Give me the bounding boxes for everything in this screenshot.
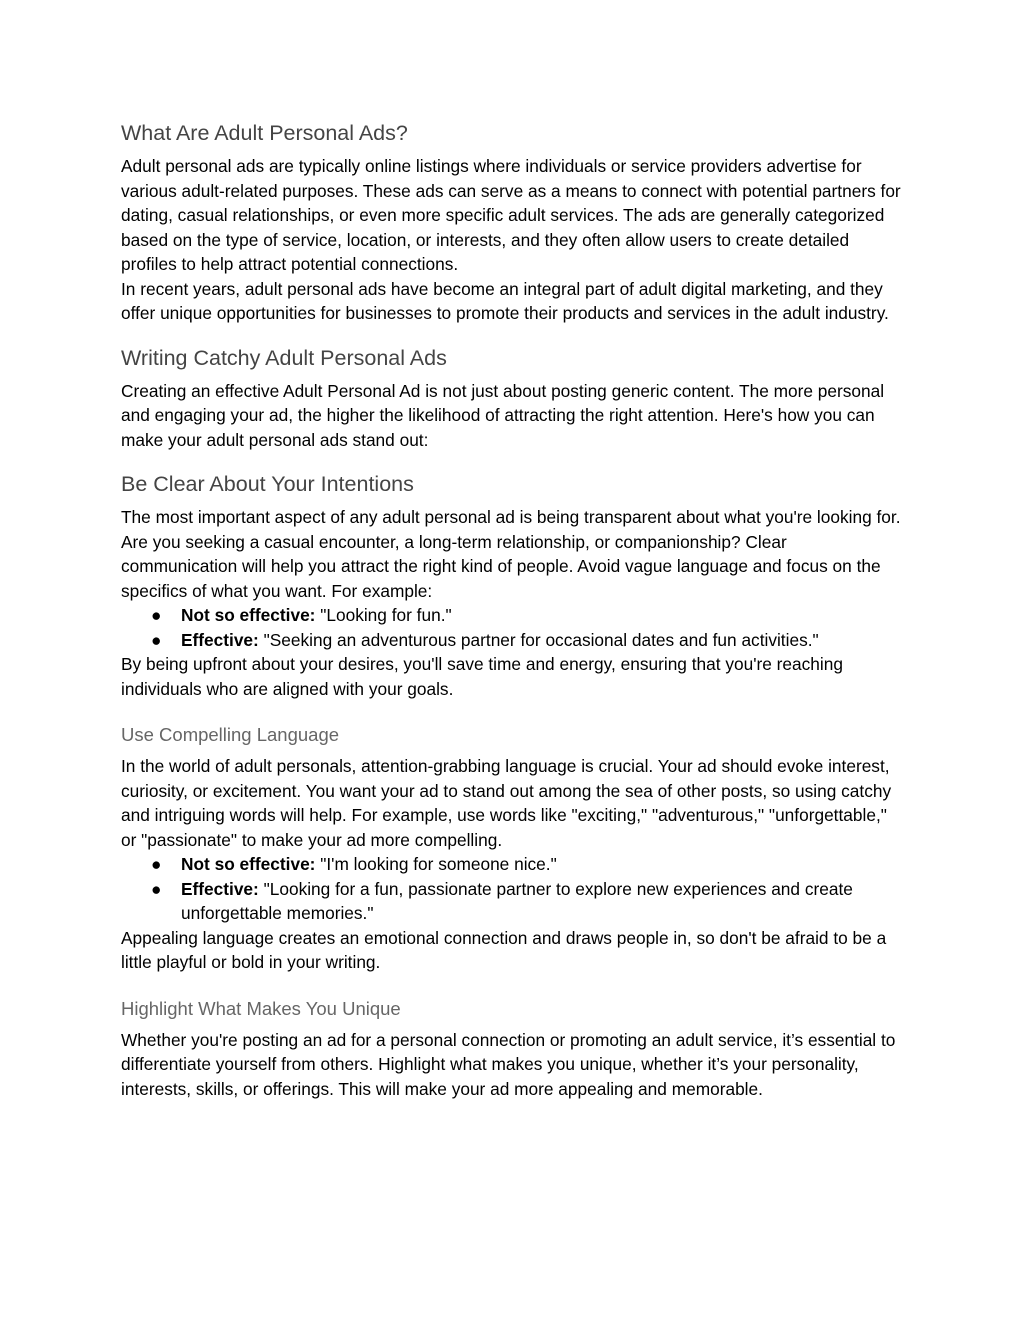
paragraph: Creating an effective Adult Personal Ad is not just about posting generic content. The more personal and engaging your ad, the higher the likelihood of attracting the right attention. Here's how you can make your adult personal ads stand out: bbox=[121, 380, 885, 450]
paragraph: Whether you're posting an ad for a personal connection or promoting an adult service, it’s essential to differentiate yourself from others. Highlight what makes you unique, whether it’s your personality, interests, skills, or offerings. This will make your ad more appealing and memorable. bbox=[121, 1029, 896, 1099]
bullet-label: Not so effective: bbox=[181, 854, 316, 874]
bullet-icon: ● bbox=[151, 605, 162, 625]
list-item bbox=[121, 877, 901, 926]
list-item bbox=[121, 628, 901, 653]
bullet-list bbox=[121, 603, 901, 652]
section-heading: Writing Catchy Adult Personal Ads bbox=[121, 345, 447, 370]
bullet-icon: ● bbox=[151, 854, 162, 874]
bullet-text: "Looking for fun." bbox=[315, 605, 452, 625]
paragraph: In the world of adult personals, attention-grabbing language is crucial. Your ad should evoke interest, curiosity, or excitement. You want your ad to stand out among the sea of other posts, so using catchy and intriguing words will help. For example, use words like "exciting," "adventurous," "unforgettable," or "passionate" to make your ad more compelling. bbox=[121, 756, 892, 850]
bullet-list bbox=[121, 852, 901, 926]
bullet-text: "Looking for a fun, passionate partner to explore new experiences and create unforgettable memories." bbox=[181, 878, 853, 923]
bullet-icon: ● bbox=[151, 878, 162, 899]
subsection-heading: Use Compelling Language bbox=[121, 724, 340, 745]
section-heading: What Are Adult Personal Ads? bbox=[121, 121, 408, 145]
bullet-icon: ● bbox=[151, 629, 162, 650]
paragraph: By being upfront about your desires, you'll save time and energy, ensuring that you're reaching individuals who are aligned with your goals. bbox=[121, 654, 843, 699]
document-page bbox=[121, 118, 901, 1101]
paragraph: Appealing language creates an emotional connection and draws people in, so don't be afraid to be a little playful or bold in your writing. bbox=[121, 927, 887, 972]
bullet-label: Effective: bbox=[181, 629, 259, 650]
section-heading: Be Clear About Your Intentions bbox=[121, 472, 414, 496]
bullet-text: "Seeking an adventurous partner for occasional dates and fun activities." bbox=[258, 629, 819, 650]
bullet-text: "I'm looking for someone nice." bbox=[315, 854, 557, 874]
bullet-label: Not so effective: bbox=[181, 605, 316, 625]
list-item bbox=[121, 852, 901, 877]
paragraph: The most important aspect of any adult personal ad is being transparent about what you're looking for. Are you seeking a casual encounter, a long-term relationship, or companionship? Clear communication will help you attract the right kind of people. Avoid vague language and focus on the specifics of what you want. For example: bbox=[121, 507, 901, 601]
subsection-heading: Highlight What Makes You Unique bbox=[121, 997, 401, 1019]
list-item bbox=[121, 603, 901, 628]
paragraph: Adult personal ads are typically online listings where individuals or service providers advertise for various adult-related purposes. These ads can serve as a means to connect with potential partners for dating, casual relationships, or even more specific adult services. The ads are generally categorized based on the type of service, location, or interests, and they often allow users to create detailed profiles to help attract potential connections. bbox=[121, 156, 901, 274]
paragraph: In recent years, adult personal ads have become an integral part of adult digital marketing, and they offer unique opportunities for businesses to promote their products and services in the adult industry. bbox=[121, 278, 889, 323]
bullet-label: Effective: bbox=[181, 878, 259, 899]
